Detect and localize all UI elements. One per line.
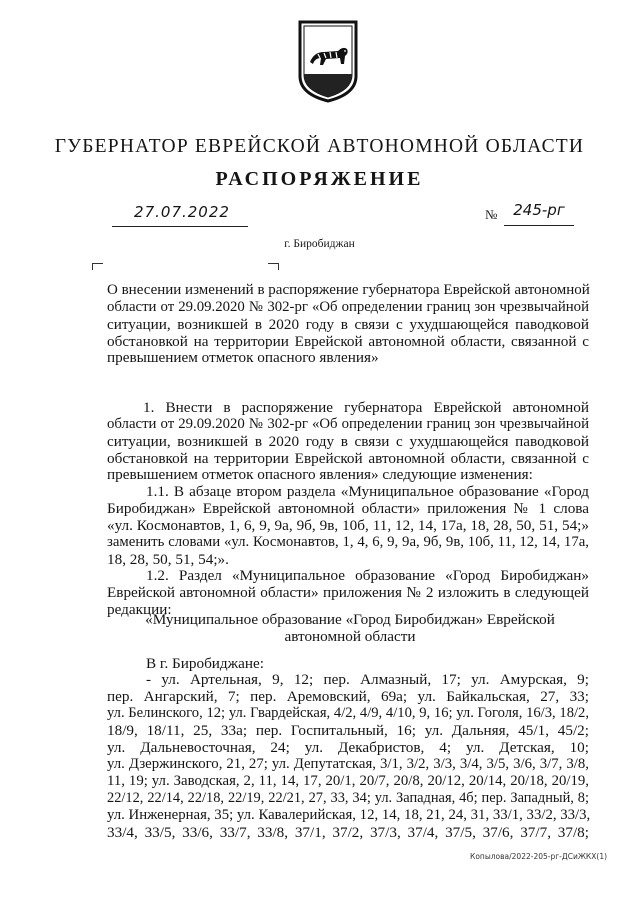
body-line: ситуации, возникшей в 2020 году в связи с ухудшающейся паводковой [107,433,589,450]
section-heading: «Муниципальное образование «Город Биробиджан» Еврейской [145,611,555,628]
body-line: Биробиджан» Еврейской автономной области» приложения № 1 слова [107,500,589,517]
city-name: г. Биробиджан [284,238,355,250]
body-line: Еврейской автономной области» приложения № 2 изложить в следующей [107,584,589,601]
document-number: 245-рг [513,201,565,219]
subject-line: области от 29.09.2020 № 302-рг «Об определении границ зон чрезвычайной [107,299,589,315]
coat-of-arms-emblem [296,18,360,104]
address-line: ул. Дальневосточная, 24; ул. Декабристов, 4; ул. Детская, 10; [107,739,589,756]
body-line: заменить словами «ул. Космонавтов, 1, 4, 6, 9, 9а, 9б, 9в, 10б, 11, 12, 14, 17а, [107,534,589,550]
address-line: 18/9, 18/11, 25, 33а; пер. Госпитальный, 16; ул. Дальняя, 45/1, 45/2; [107,722,589,739]
body-line: «ул. Космонавтов, 1, 6, 9, 9а, 9б, 9в, 10б, 11, 12, 14, 17а, 18, 28, 50, 51, 54;» [107,517,589,534]
address-line: 33/4, 33/5, 33/6, 33/7, 33/8, 37/1, 37/2, 37/3, 37/4, 37/5, 37/6, 37/7, 37/8; [107,824,589,841]
subject-corner-left [92,263,103,270]
body-line: превышением отметок опасного явления» следующие изменения: [107,466,533,483]
body-line: области от 29.09.2020 № 302-рг «Об определении границ зон чрезвычайной [107,416,589,432]
section-heading: автономной области [284,628,416,645]
body-line: 1.2. Раздел «Муниципальное образование «Город Биробиджан» [146,567,589,584]
address-line: 11, 19; ул. Заводская, 2, 11, 14, 17, 20/1, 20/7, 20/8, 20/12, 20/14, 20/18, 20/19, [107,773,589,789]
address-line: ул. Белинского, 12; ул. Гвардейская, 4/2, 4/9, 4/10, 9, 16; ул. Гоголя, 16/3, 18/2, [107,705,589,721]
address-line: пер. Ангарский, 7; пер. Аремовский, 69а; ул. Байкальская, 27, 33; [107,688,589,705]
document-type-title: РАСПОРЯЖЕНИЕ [215,168,424,190]
body-line: редакции: [107,601,172,618]
footer-reference: Копылова/2022-205-рг-ДСиЖКХ(1) [470,852,608,861]
body-line: 1.1. В абзаце втором раздела «Муниципальное образование «Город [146,483,589,500]
number-underline [504,225,574,226]
body-line: В г. Биробиджане: [146,655,264,672]
subject-line: О внесении изменений в распоряжение губернатора Еврейской автономной [107,282,590,298]
body-line: обстановкой на территории Еврейской автономной области, связанной с [107,450,589,467]
body-line: 1. Внести в распоряжение губернатора Еврейской автономной [143,399,589,416]
body-line: 18, 28, 50, 51, 54;». [107,551,229,568]
address-line: - ул. Артельная, 9, 12; пер. Алмазный, 17; ул. Амурская, 9; [146,671,589,688]
date-underline [112,226,248,227]
governor-title: ГУБЕРНАТОР ЕВРЕЙСКОЙ АВТОНОМНОЙ ОБЛАСТИ [54,136,585,157]
subject-line: обстановкой на территории Еврейской автономной области, связанной с [107,333,589,350]
subject-line: превышением отметок опасного явления» [107,349,379,366]
address-line: 22/12, 22/14, 22/18, 22/19, 22/21, 27, 33, 34; ул. Западная, 4б; пер. Западный, 8; [107,790,589,806]
document-date: 27.07.2022 [134,203,230,221]
subject-corner-right [268,263,279,270]
subject-line: ситуации, возникшей в 2020 году в связи с ухудшающейся паводковой [107,316,589,333]
number-label: № [485,207,498,222]
address-line: ул. Дзержинского, 21, 27; ул. Депутатская, 3/1, 3/2, 3/3, 3/4, 3/5, 3/6, 3/7, 3/8, [107,756,589,772]
address-line: ул. Инженерная, 35; ул. Кавалерийская, 12, 14, 18, 21, 24, 31, 33/1, 33/2, 33/3, [107,807,591,823]
